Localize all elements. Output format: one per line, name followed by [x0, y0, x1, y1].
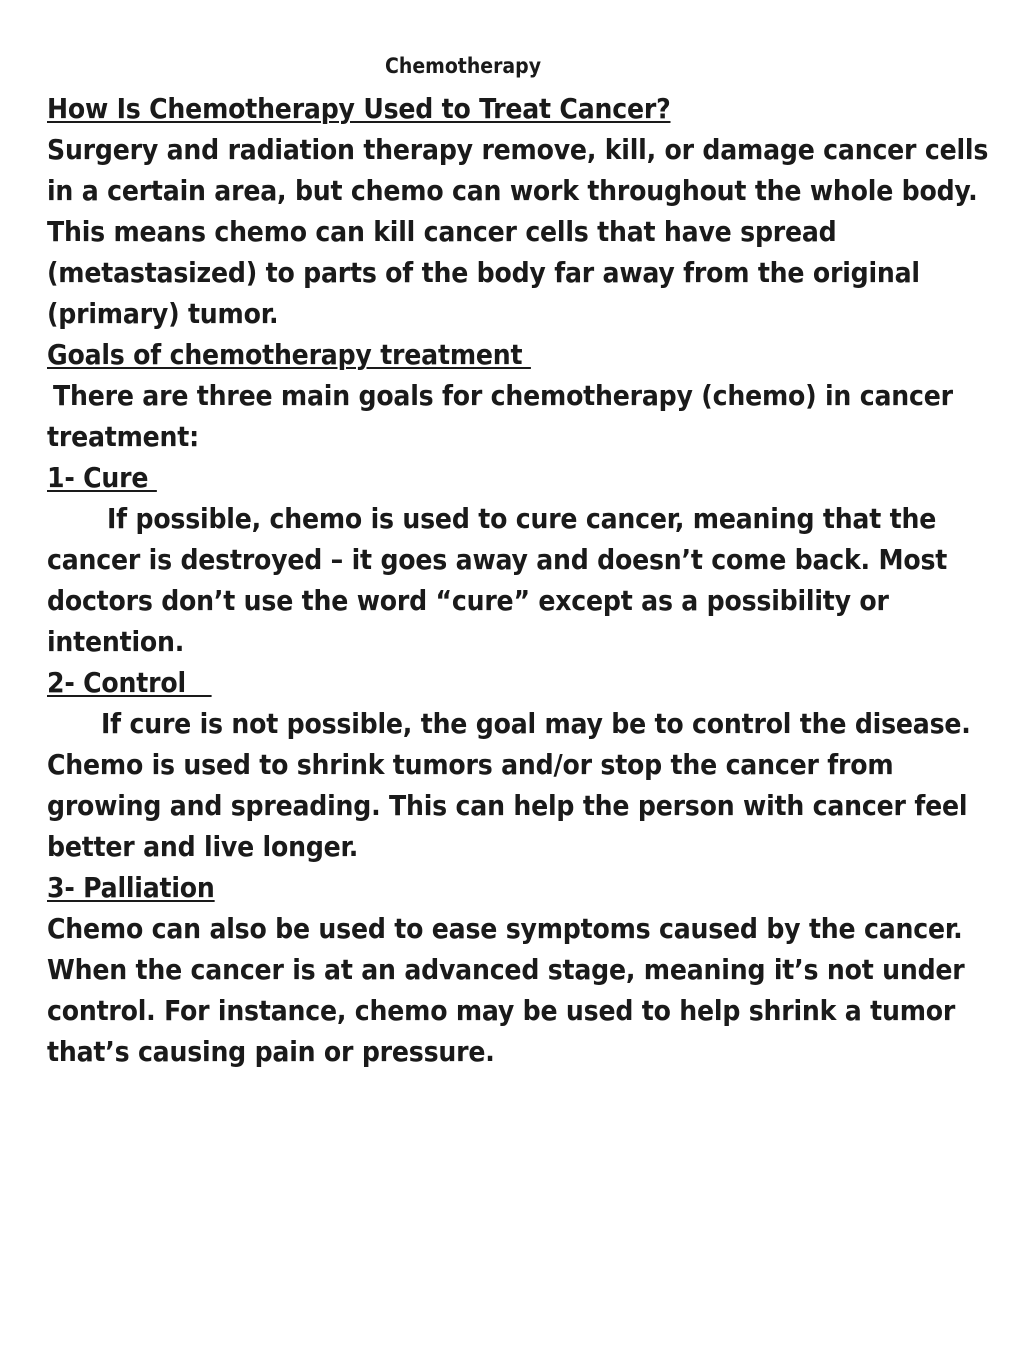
paragraph-line: that’s causing pain or pressure.	[47, 1035, 495, 1068]
document-title: Chemotherapy	[385, 54, 542, 78]
section-heading: Goals of chemotherapy treatment	[47, 338, 531, 371]
paragraph-line: cancer is destroyed – it goes away and doesn’t come back. Most	[47, 543, 948, 576]
paragraph-line: intention.	[47, 625, 185, 658]
paragraph-line: This means chemo can kill cancer cells that have spread	[47, 215, 837, 248]
paragraph-line: better and live longer.	[47, 830, 359, 863]
paragraph-line: in a certain area, but chemo can work throughout the whole body.	[47, 174, 978, 207]
paragraph-line: doctors don’t use the word “cure” except as a possibility or	[47, 584, 889, 617]
goal-heading: 1- Cure	[47, 461, 157, 494]
document-body	[47, 88, 994, 1072]
paragraph-line: (primary) tumor.	[47, 297, 279, 330]
section-heading: How Is Chemotherapy Used to Treat Cancer?	[47, 92, 671, 125]
paragraph-line: If cure is not possible, the goal may be to control the disease.	[101, 707, 971, 740]
paragraph-line: Chemo can also be used to ease symptoms caused by the cancer.	[47, 912, 963, 945]
paragraph-line: When the cancer is at an advanced stage, meaning it’s not under	[47, 953, 965, 986]
paragraph-line: Surgery and radiation therapy remove, kill, or damage cancer cells	[47, 133, 989, 166]
paragraph-line: If possible, chemo is used to cure cancer, meaning that the	[107, 502, 937, 535]
paragraph-line: treatment:	[47, 420, 200, 453]
paragraph-line: Chemo is used to shrink tumors and/or stop the cancer from	[47, 748, 894, 781]
goal-heading: 3- Palliation	[47, 871, 215, 904]
paragraph-line: There are three main goals for chemotherapy (chemo) in cancer	[53, 379, 953, 412]
paragraph-line: control. For instance, chemo may be used to help shrink a tumor	[47, 994, 956, 1027]
paragraph-line: (metastasized) to parts of the body far away from the original	[47, 256, 920, 289]
goal-heading: 2- Control	[47, 666, 212, 699]
paragraph-line: growing and spreading. This can help the person with cancer feel	[47, 789, 968, 822]
